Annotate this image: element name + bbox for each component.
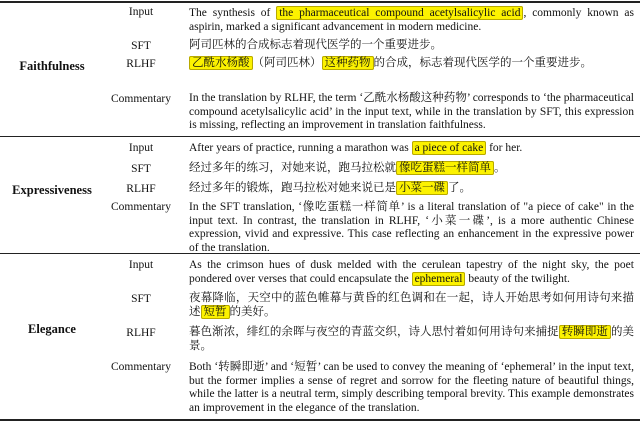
text-segment: In the SFT translation, ‘像吃蛋糕一样简单’ is a literal translation of "a piece of cake" in the input text. In contrast, the translation in RLHF, ‘小菜一碟’, is a more authentic Chinese expression, vivid and expressive. This case reflecting an enhancement in the expressive power of the translation. <box>189 201 634 254</box>
row-label-rlhf: RLHF <box>126 183 156 195</box>
row-label-input: Input <box>128 259 154 271</box>
text-segment: 阿司匹林的合成标志着现代医学的一个重要进步。 <box>189 39 442 51</box>
text-segment: Both ‘转瞬即逝’ and ‘短暂’ can be used to convey the meaning of ‘ephemeral’ in the input text, but the former implies a sense of regret and sorrow for the fleeting nature of beautiful things, while the latter is a neutral term, simply describing temporal brevity. This example demonstrates an improvement in the elegance of the translation. <box>189 361 634 414</box>
section-divider <box>0 136 640 137</box>
row-text-rlhf <box>189 182 634 196</box>
text-segment: 经过多年的练习，对她来说，跑马拉松就 <box>189 162 396 174</box>
text-segment: 。 <box>494 162 506 174</box>
row-label-rlhf: RLHF <box>126 58 156 70</box>
row-text-commentary <box>189 201 634 255</box>
category-faithfulness: Faithfulness <box>19 59 85 73</box>
row-label-sft: SFT <box>131 293 151 305</box>
row-text-input <box>189 7 634 34</box>
category-elegance: Elegance <box>28 322 76 336</box>
row-text-input <box>189 259 634 286</box>
row-label-input: Input <box>128 142 154 154</box>
category-expressiveness: Expressiveness <box>12 183 92 197</box>
row-text-rlhf <box>189 57 634 71</box>
row-label-commentary: Commentary <box>110 201 172 213</box>
highlighted-phrase: 小菜一碟 <box>396 181 448 195</box>
bottom-rule <box>0 419 640 421</box>
text-segment: 的合成，标志着现代医学的一个重要进步。 <box>373 57 592 69</box>
text-segment: 了。 <box>448 182 471 194</box>
row-label-commentary: Commentary <box>110 93 172 105</box>
row-text-rlhf <box>189 326 634 353</box>
row-text-sft <box>189 292 634 319</box>
top-rule <box>0 1 640 3</box>
row-label-rlhf: RLHF <box>126 327 156 339</box>
text-segment: （阿司匹林） <box>252 57 322 69</box>
row-text-sft <box>189 39 634 53</box>
text-segment: After years of practice, running a marathon was <box>189 142 412 154</box>
text-segment: , commonly known as aspirin, marked a significant advancement in modern medicine. <box>189 7 634 33</box>
text-segment: In the translation by RLHF, the term ‘乙酰水杨酸这种药物’ corresponds to ‘the pharmaceutical compound acetylsalicylic acid’ in the input text, while in the translation by SFT, this expression is missing, reflecting an improvement in translation faithfulness. <box>189 92 634 132</box>
text-segment: beauty of the twilight. <box>465 272 570 285</box>
highlighted-phrase: 短暂 <box>201 305 230 319</box>
text-segment: for her. <box>486 142 523 154</box>
row-text-input <box>189 142 634 156</box>
row-text-commentary <box>189 92 634 133</box>
text-segment: As the crimson hues of dusk melded with the cerulean tapestry of the night sky, the poet pondered over verses that could encapsulate the <box>189 259 634 285</box>
row-label-sft: SFT <box>131 163 151 175</box>
text-segment: 的美好。 <box>229 305 276 318</box>
row-label-input: Input <box>128 6 154 18</box>
highlighted-phrase: 乙酰水杨酸 <box>189 56 253 70</box>
text-segment: 经过多年的锻炼，跑马拉松对她来说已是 <box>189 182 396 194</box>
text-segment: 的美景。 <box>189 326 635 352</box>
highlighted-phrase: the pharmaceutical compound acetylsalicylic acid <box>276 6 523 20</box>
row-text-sft <box>189 162 634 176</box>
highlighted-phrase: 转瞬即逝 <box>559 325 611 339</box>
highlighted-phrase: ephemeral <box>412 272 466 286</box>
row-label-commentary: Commentary <box>110 361 172 373</box>
text-segment: 夜幕降临，天空中的蓝色帷幕与黄昏的红色调和在一起，诗人开始思考如何用诗句来描述 <box>189 292 634 318</box>
text-segment: 暮色渐浓，绯红的余晖与夜空的青蓝交织，诗人思忖着如何用诗句来捕捉 <box>189 326 559 338</box>
row-text-commentary <box>189 361 634 415</box>
text-segment: The synthesis of <box>189 7 277 19</box>
highlighted-phrase: 像吃蛋糕一样简单 <box>396 161 494 175</box>
highlighted-phrase: 这种药物 <box>322 56 374 70</box>
highlighted-phrase: a piece of cake <box>412 141 487 155</box>
row-label-sft: SFT <box>131 40 151 52</box>
